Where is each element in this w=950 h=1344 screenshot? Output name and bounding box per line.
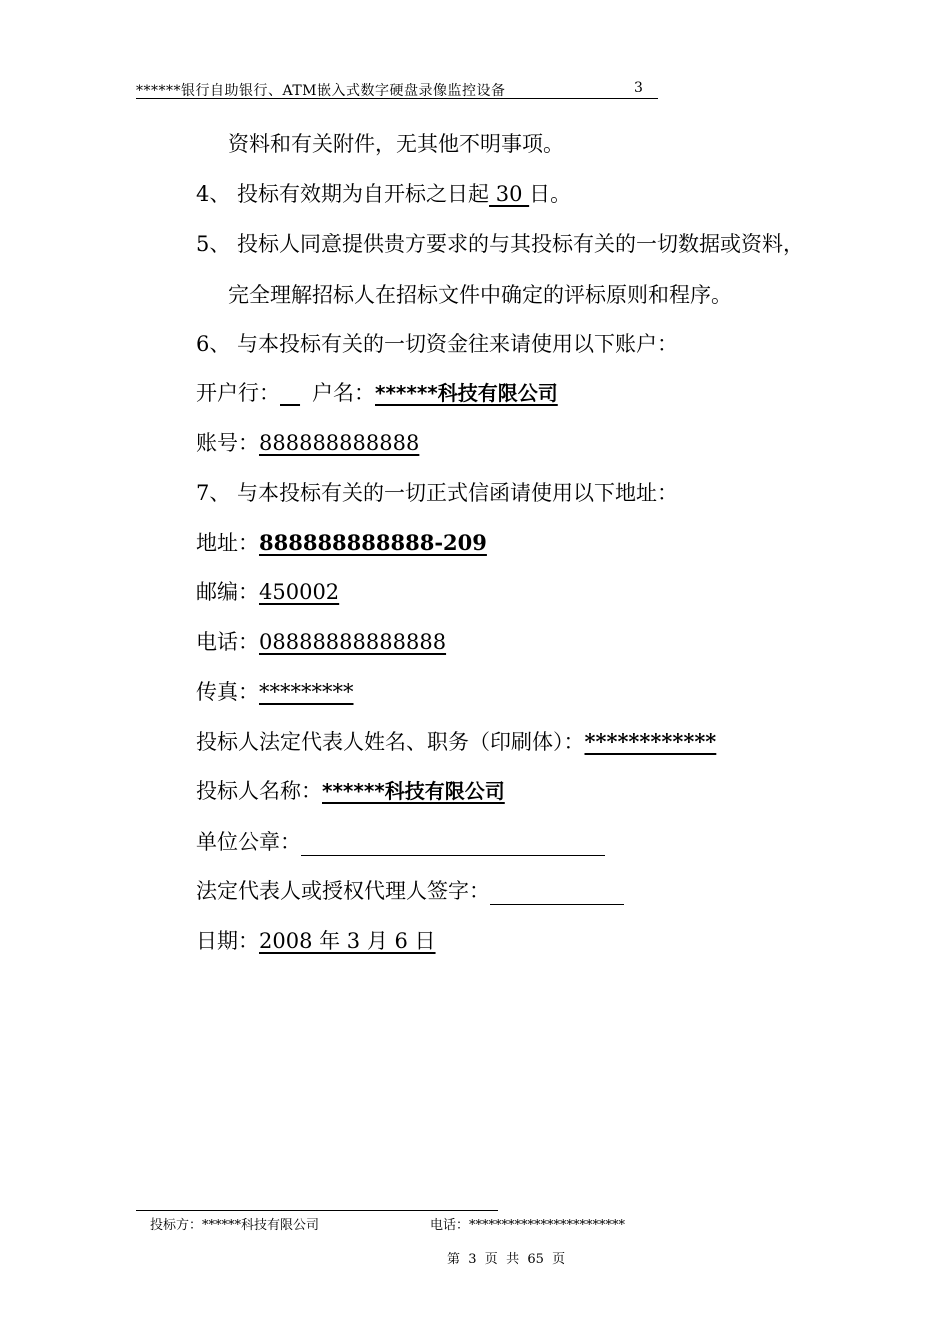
footer-phone: 电话：************************ (430, 1218, 626, 1233)
phone-value: 08888888888888 (259, 630, 447, 654)
seal-blank (301, 831, 605, 856)
fax-value: ********* (259, 680, 354, 704)
signature-blank (490, 880, 624, 905)
account-number-line (196, 429, 419, 457)
header-title: ******银行自助银行、ATM嵌入式数字硬盘录像监控设备 (136, 83, 506, 99)
bidder-name-value: ******科技有限公司 (322, 779, 505, 803)
header-page-number: 3 (634, 80, 644, 96)
representative-value: ************ (584, 729, 717, 754)
zip-line (196, 578, 339, 606)
bank-value (280, 379, 312, 407)
item-7: 7、 与本投标有关的一切正式信函请使用以下地址： (196, 481, 679, 505)
zip-label: 邮编： (196, 580, 259, 604)
account-number-label: 账号： (196, 431, 259, 455)
bank-label: 开户行： (196, 381, 280, 405)
bank-line (196, 379, 580, 407)
page-header (136, 78, 658, 99)
address-line (196, 529, 487, 557)
footer-pagination: 第 3 页 共 65 页 (447, 1252, 566, 1267)
date-line (196, 927, 436, 955)
seal-label: 单位公章： (196, 830, 301, 854)
signature-label: 法定代表人或授权代理人签字： (196, 879, 490, 903)
item-4-text: 4、 投标有效期为自开标之日起 (196, 182, 490, 206)
account-name-label: 户名： (312, 381, 375, 405)
item-4-suffix: 日。 (529, 182, 572, 206)
representative-label: 投标人法定代表人姓名、职务（印刷体）： (196, 730, 585, 754)
validity-days: 30 (489, 182, 530, 206)
phone-line (196, 628, 446, 656)
body-line-1: 资料和有关附件，无其他不明事项。 (228, 132, 564, 156)
account-name-value: ******科技有限公司 (375, 381, 558, 405)
item-4 (196, 180, 571, 208)
account-number-value: 888888888888 (259, 431, 420, 455)
item-5-line-2: 完全理解招标人在招标文件中确定的评标原则和程序。 (228, 283, 732, 307)
fax-line (196, 678, 354, 706)
bidder-name-label: 投标人名称： (196, 779, 322, 803)
item-5-line-1: 5、 投标人同意提供贵方要求的与其投标有关的一切数据或资料， (196, 232, 805, 256)
address-value: 888888888888-209 (259, 530, 487, 555)
bidder-name-line (196, 777, 505, 805)
date-label: 日期： (196, 929, 259, 953)
seal-line (196, 828, 605, 856)
representative-line (196, 728, 716, 756)
zip-value: 450002 (259, 580, 340, 604)
phone-label: 电话： (196, 630, 259, 654)
signature-line (196, 877, 624, 905)
footer-bidder: 投标方：******科技有限公司 (150, 1218, 320, 1233)
footer-divider (136, 1210, 498, 1211)
address-label: 地址： (196, 531, 259, 555)
fax-label: 传真： (196, 680, 259, 704)
item-6: 6、 与本投标有关的一切资金往来请使用以下账户： (196, 332, 679, 356)
date-value: 2008 年 3 月 6 日 (259, 929, 436, 953)
